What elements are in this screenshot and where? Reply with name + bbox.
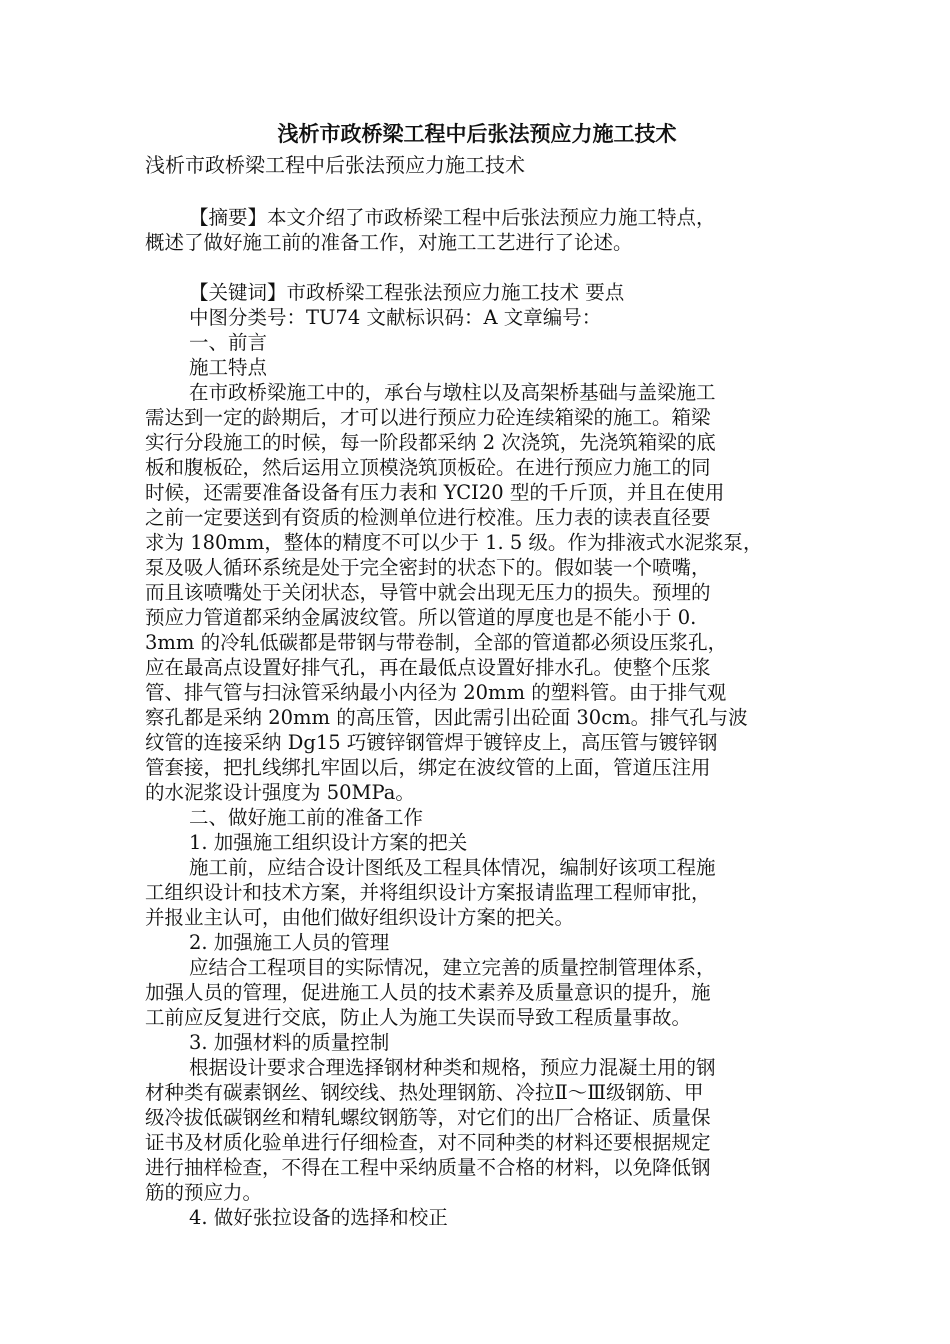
body-line: 3mm 的冷轧低碳都是带钢与带卷制，全部的管道都必须设压浆孔， [145,631,728,654]
document-subtitle: 浅析市政桥梁工程中后张法预应力施工技术 [145,153,525,177]
section-heading: 一、前言 [189,331,268,354]
document-page [145,118,807,1230]
body-line: 应在最高点设置好排气孔，再在最低点设置好排水孔。使整个压浆 [145,656,711,679]
body-line: 施工前，应结合设计图纸及工程具体情况，编制好该项工程施 [189,856,716,879]
body-line: 求为 180mm，整体的精度不可以少于 1. 5 级。作为排液式水泥浆泵， [145,531,763,554]
body-line: 泵及吸人循环系统是处于完全密封的状态下的。假如装一个喷嘴， [145,556,711,579]
body-line: 应结合工程项目的实际情况，建立完善的质量控制管理体系， [189,956,716,979]
body-line: 并报业主认可，由他们做好组织设计方案的把关。 [145,906,575,929]
body-line: 加强人员的管理，促进施工人员的技术素养及质量意识的提升，施 [145,981,711,1004]
body-line: 级冷拔低碳钢丝和精轧螺纹钢筋等，对它们的出厂合格证、质量保 [145,1106,711,1129]
body-line: 时候，还需要准备设备有压力表和 YCI20 型的千斤顶，并且在使用 [145,481,725,504]
body-line: 纹管的连接采纳 Dg15 巧镀锌钢管焊于镀锌皮上，高压管与镀锌钢 [145,731,718,754]
section-heading: 二、做好施工前的准备工作 [189,806,424,829]
body-line: 材种类有碳素钢丝、钢绞线、热处理钢筋、冷拉Ⅱ～Ⅲ级钢筋、甲 [145,1081,704,1104]
body-line: 实行分段施工的时候，每一阶段都采纳 2 次浇筑，先浇筑箱梁的底 [145,431,716,454]
classification: 中图分类号：TU74 文献标识码：A 文章编号： [189,306,602,329]
subsection-heading: 2. 加强施工人员的管理 [189,931,390,954]
body-line: 需达到一定的龄期后，才可以进行预应力砼连续箱梁的施工。箱梁 [145,406,711,429]
section1-body [145,380,807,805]
body-line: 而且该喷嘴处于关闭状态，导管中就会出现无压力的损失。预埋的 [145,581,711,604]
abstract-line: 【摘要】本文介绍了市政桥梁工程中后张法预应力施工特点， [189,206,716,229]
body-line: 的水泥浆设计强度为 50MPa。 [145,781,415,804]
body-line: 管套接，把扎线绑扎牢固以后，绑定在波纹管的上面，管道压注用 [145,756,711,779]
body-line: 之前一定要送到有资质的检测单位进行校准。压力表的读表直径要 [145,506,711,529]
subsection-heading: 施工特点 [189,356,268,379]
body-line: 证书及材质化验单进行仔细检查，对不同种类的材料还要根据规定 [145,1131,711,1154]
body-line: 察孔都是采纳 20mm 的高压管，因此需引出砼面 30cm。排气孔与波 [145,706,748,729]
subsection-heading: 4. 做好张拉设备的选择和校正 [189,1206,448,1229]
body-line: 板和腹板砼，然后运用立顶模浇筑顶板砼。在进行预应力施工的同 [145,456,711,479]
body-line: 根据设计要求合理选择钢材种类和规格，预应力混凝土用的钢 [189,1056,716,1079]
body-line: 工组织设计和技术方案，并将组织设计方案报请监理工程师审批， [145,881,711,904]
body-line: 进行抽样检查，不得在工程中采纳质量不合格的材料，以免降低钢 [145,1156,711,1179]
keywords: 【关键词】市政桥梁工程张法预应力施工技术 要点 [189,281,625,304]
body-line: 工前应反复进行交底，防止人为施工失误而导致工程质量事故。 [145,1006,692,1029]
abstract-line: 概述了做好施工前的准备工作，对施工工艺进行了论述。 [145,231,633,254]
body-line: 管、排气管与扫泳管采纳最小内径为 20mm 的塑料管。由于排气观 [145,681,727,704]
subsection-heading: 1. 加强施工组织设计方案的把关 [189,831,468,854]
abstract [145,205,807,255]
body-line: 预应力管道都采纳金属波纹管。所以管道的厚度也是不能小于 0. [145,606,697,629]
body-line: 在市政桥梁施工中的，承台与墩柱以及高架桥基础与盖梁施工 [189,381,716,404]
subsection-heading: 3. 加强材料的质量控制 [189,1031,390,1054]
body-line: 筋的预应力。 [145,1181,263,1204]
document-title: 浅析市政桥梁工程中后张法预应力施工技术 [277,121,677,146]
keywords-block [145,280,807,380]
